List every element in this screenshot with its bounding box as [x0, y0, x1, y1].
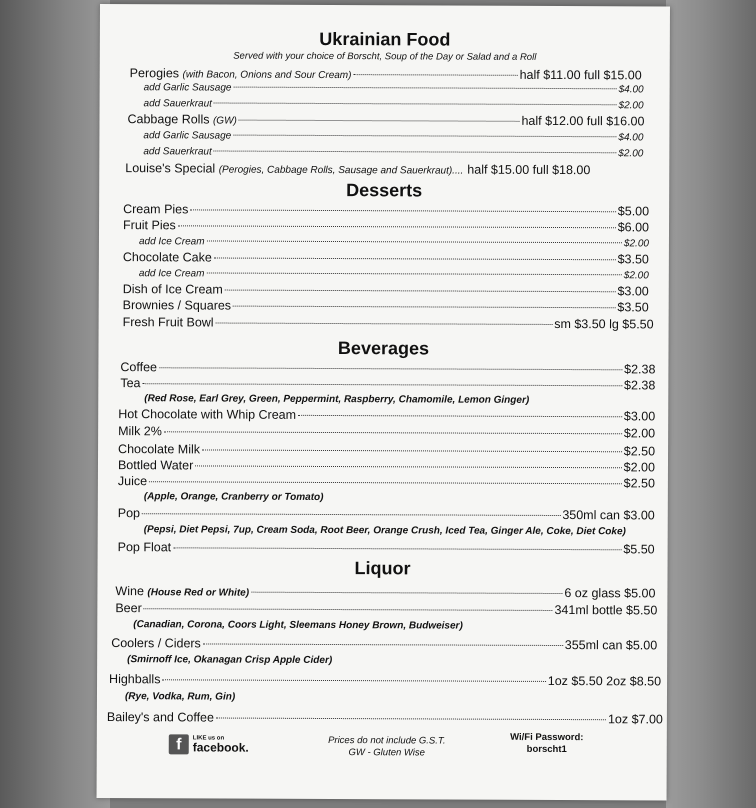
- section-title-liquor: Liquor: [354, 558, 411, 579]
- menu-item: Beer 341ml bottle $5.50: [115, 601, 658, 618]
- tax-note: Prices do not include G.S.T.: [328, 735, 446, 747]
- facebook-icon: f: [169, 734, 189, 754]
- menu-item: Highballs 1oz $5.50 2oz $8.50: [109, 672, 662, 689]
- menu-item: Coffee $2.38: [120, 360, 656, 377]
- menu-item: Chocolate Cake $3.50: [122, 250, 649, 267]
- menu-item: Dish of Ice Cream $3.00: [122, 282, 649, 299]
- wifi-info: [497, 732, 597, 756]
- section-title-beverages: Beverages: [337, 338, 430, 359]
- background-left: [0, 0, 110, 808]
- menu-item-addon: add Ice Cream $2.00: [138, 236, 649, 250]
- menu-item: Wine (House Red or White) 6 oz glass $5.00: [115, 584, 656, 601]
- menu-item: Pop 350ml can $3.00: [117, 506, 655, 523]
- menu-item: Pop Float $5.50: [117, 540, 655, 557]
- beer-options-note: (Canadian, Corona, Coors Light, Sleemans Honey Brown, Budweiser): [133, 619, 463, 632]
- section-title-desserts: Desserts: [346, 180, 423, 201]
- facebook-badge[interactable]: [169, 734, 249, 754]
- menu-item: Juice $2.50: [117, 474, 655, 491]
- menu-item-perogies: [130, 66, 642, 82]
- facebook-like-label: LIKE us on: [192, 735, 225, 742]
- footer-notes: [307, 735, 467, 760]
- pop-options-note: (Pepsi, Diet Pepsi, 7up, Cream Soda, Root Beer, Orange Crush, Iced Tea, Ginger Ale, Coke, Diet Coke): [143, 524, 626, 538]
- menu-item: Coolers / Ciders 355ml can $5.00: [111, 636, 658, 653]
- juice-options-note: (Apple, Orange, Cranberry or Tomato): [143, 491, 324, 503]
- tea-options-note: (Red Rose, Earl Grey, Green, Peppermint, Raspberry, Chamomile, Lemon Ginger): [144, 393, 530, 406]
- gluten-wise-note: GW - Gluten Wise: [348, 747, 425, 759]
- menu-item: Hot Chocolate with Whip Cream $3.00: [118, 407, 656, 424]
- wifi-password: borscht1: [526, 743, 567, 756]
- menu-item: Tea $2.38: [120, 376, 656, 393]
- menu-item-cabbage-rolls: Cabbage Rolls (GW) half $12.00 full $16.00: [127, 112, 645, 129]
- menu-item: Chocolate Milk $2.50: [118, 442, 656, 459]
- menu-item: Bottled Water $2.00: [117, 458, 656, 475]
- menu-item-addon: add Sauerkraut $2.00: [143, 146, 644, 160]
- menu-item-louises-special: Louise's Special (Perogies, Cabbage Rolls, Sausage and Sauerkraut).... half $15.00 full $18.00: [125, 161, 591, 178]
- menu-item: Brownies / Squares $3.50: [122, 298, 649, 315]
- coolers-options-note: (Smirnoff Ice, Okanagan Crisp Apple Cider): [127, 654, 333, 667]
- menu-item-addon: add Sauerkraut $2.00: [143, 98, 644, 112]
- menu-item-addon: add Ice Cream $2.00: [138, 268, 649, 282]
- highballs-options-note: (Rye, Vodka, Rum, Gin): [124, 691, 236, 703]
- menu-item: Milk 2% $2.00: [118, 424, 656, 441]
- menu-item: Cream Pies $5.00: [123, 202, 650, 219]
- menu-item: Fruit Pies $6.00: [123, 218, 650, 235]
- background-right: [666, 0, 756, 808]
- section-title-ukrainian: Ukrainian Food: [319, 28, 451, 50]
- ukrainian-subtitle: Served with your choice of Borscht, Soup of the Day or Salad and a Roll: [233, 50, 537, 63]
- facebook-wordmark: facebook.: [192, 740, 249, 755]
- menu-sheet: [97, 4, 670, 800]
- menu-item-addon: add Garlic Sausage $4.00: [143, 82, 644, 96]
- menu-item: Fresh Fruit Bowl sm $3.50 lg $5.50: [122, 315, 654, 332]
- menu-item-addon: add Garlic Sausage $4.00: [143, 130, 644, 144]
- item-price: half $11.00 full $15.00: [519, 67, 642, 83]
- wifi-label: Wi/Fi Password:: [510, 731, 584, 744]
- item-name: Perogies (with Bacon, Onions and Sour Cream): [129, 66, 352, 82]
- menu-item: Bailey's and Coffee 1oz $7.00: [106, 710, 663, 727]
